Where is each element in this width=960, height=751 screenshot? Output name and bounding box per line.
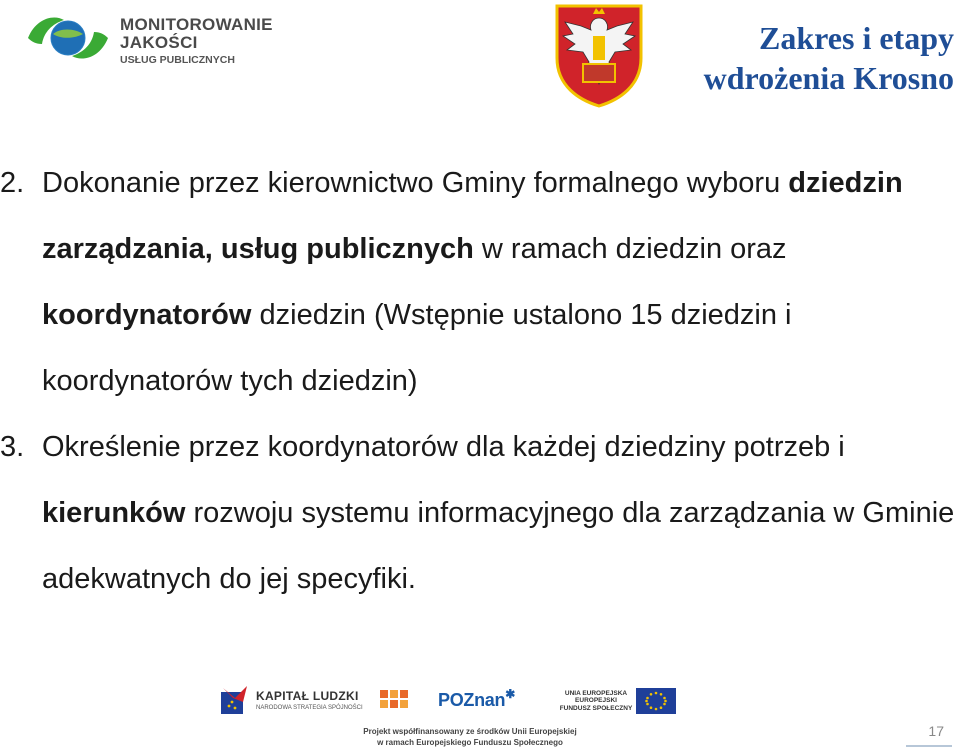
ue-line3: FUNDUSZ SPOŁECZNY (559, 704, 633, 712)
list-item (0, 150, 960, 414)
ue-line2: EUROPEJSKI (575, 697, 617, 705)
kapital-ludzki-logo (256, 690, 363, 711)
text-segment: Dokonanie przez kierownictwo Gminy formalnego wyboru (42, 167, 789, 199)
star-icon: ✱ (505, 687, 515, 701)
cofinancing-note (320, 727, 620, 749)
page-number: 17 (928, 723, 944, 739)
list-item-text (42, 431, 954, 595)
text-segment: Określenie przez koordynatorów dla każdej dziedziny potrzeb i (42, 431, 845, 463)
ue-line1: UNIA EUROPEJSKA (564, 690, 628, 697)
mjup-logo-line1: MONITOROWANIE (120, 15, 273, 34)
text-segment: dziedzin (Wstępnie ustalono 15 dziedzin i koordynatorów tych dziedzin) (42, 299, 792, 397)
text-segment: w ramach dziedzin oraz (473, 233, 787, 265)
page-title (704, 18, 954, 98)
cofinancing-line1: Projekt współfinansowany ze środków Unii Europejskiej (363, 727, 577, 736)
content-list (0, 150, 960, 612)
krosno-brand-mark-icon (378, 688, 412, 714)
ue-efs-label (558, 690, 634, 712)
mjup-logo-line3: USŁUG PUBLICZNYCH (120, 53, 235, 66)
list-item-text (42, 167, 903, 397)
mjup-logo-icon (22, 10, 114, 66)
eu-flag-icon (636, 688, 676, 714)
page-number-underline (906, 745, 952, 747)
mjup-logo-line2: JAKOŚCI (120, 32, 198, 52)
cofinancing-line2: w ramach Europejskiego Funduszu Społecznego (377, 737, 563, 747)
text-segment-bold: dziedzin zarządzania, usług publicznych (42, 167, 903, 265)
text-segment-bold: koordynatorów (42, 299, 252, 331)
poznan-logo (438, 687, 515, 711)
page-title-line2: wdrożenia Krosno (703, 60, 954, 96)
text-segment-bold: kierunków (42, 497, 186, 529)
footer (0, 680, 960, 751)
mjup-logo (22, 10, 272, 66)
list-item-number: 2. (0, 167, 25, 199)
kapital-ludzki-sub: NARODOWA STRATEGIA SPÓJNOŚCI (256, 705, 363, 711)
list-item (0, 414, 960, 612)
list-item-number: 3. (0, 431, 25, 463)
kapital-ludzki-label: KAPITAŁ LUDZKI (256, 689, 359, 703)
kapital-ludzki-flag-icon (219, 686, 249, 716)
krosno-coat-of-arms-icon (553, 2, 645, 108)
page-title-line1: Zakres i etapy (759, 20, 954, 56)
poznan-label: POZnan (438, 690, 506, 710)
text-segment: rozwoju systemu informacyjnego dla zarządzania w Gminie adekwatnych do jej specyfiki. (42, 497, 955, 595)
